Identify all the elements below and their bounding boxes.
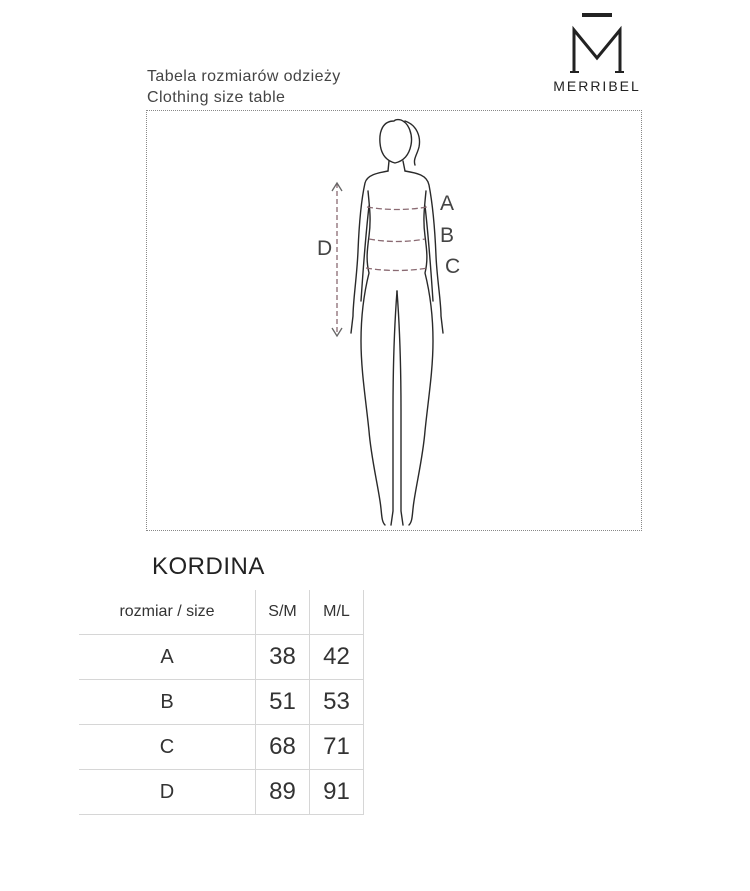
size-header-sm: S/M bbox=[256, 590, 310, 635]
product-name: KORDINA bbox=[152, 553, 265, 580]
measure-value-sm: 38 bbox=[256, 635, 310, 680]
table-row bbox=[79, 725, 364, 770]
table-row bbox=[79, 770, 364, 815]
measure-value-ml: 71 bbox=[310, 725, 364, 770]
figure-label-b: B bbox=[440, 224, 455, 247]
measure-value-sm: 89 bbox=[256, 770, 310, 815]
figure-label-d: D bbox=[317, 237, 333, 260]
measure-value-ml: 91 bbox=[310, 770, 364, 815]
figure-label-a: A bbox=[440, 192, 455, 215]
size-table-header-row bbox=[79, 590, 364, 635]
title-english: Clothing size table bbox=[147, 89, 286, 106]
measure-value-ml: 42 bbox=[310, 635, 364, 680]
figure-label-c: C bbox=[445, 255, 461, 278]
measurement-figure-frame bbox=[146, 110, 642, 531]
merribel-m-logo-icon bbox=[548, 12, 646, 78]
measure-label: D bbox=[79, 770, 256, 815]
table-row bbox=[79, 680, 364, 725]
female-body-silhouette-icon bbox=[147, 111, 641, 530]
measure-value-sm: 51 bbox=[256, 680, 310, 725]
measure-value-sm: 68 bbox=[256, 725, 310, 770]
size-chart-header bbox=[147, 66, 341, 108]
brand-name: MERRIBEL bbox=[553, 78, 641, 94]
table-row bbox=[79, 635, 364, 680]
size-column-header: rozmiar / size bbox=[79, 590, 256, 635]
title-polish: Tabela rozmiarów odzieży bbox=[147, 68, 341, 85]
size-table bbox=[79, 590, 364, 815]
brand-logo bbox=[548, 12, 646, 98]
size-header-ml: M/L bbox=[310, 590, 364, 635]
measure-label: A bbox=[79, 635, 256, 680]
measure-label: B bbox=[79, 680, 256, 725]
measure-value-ml: 53 bbox=[310, 680, 364, 725]
measure-label: C bbox=[79, 725, 256, 770]
